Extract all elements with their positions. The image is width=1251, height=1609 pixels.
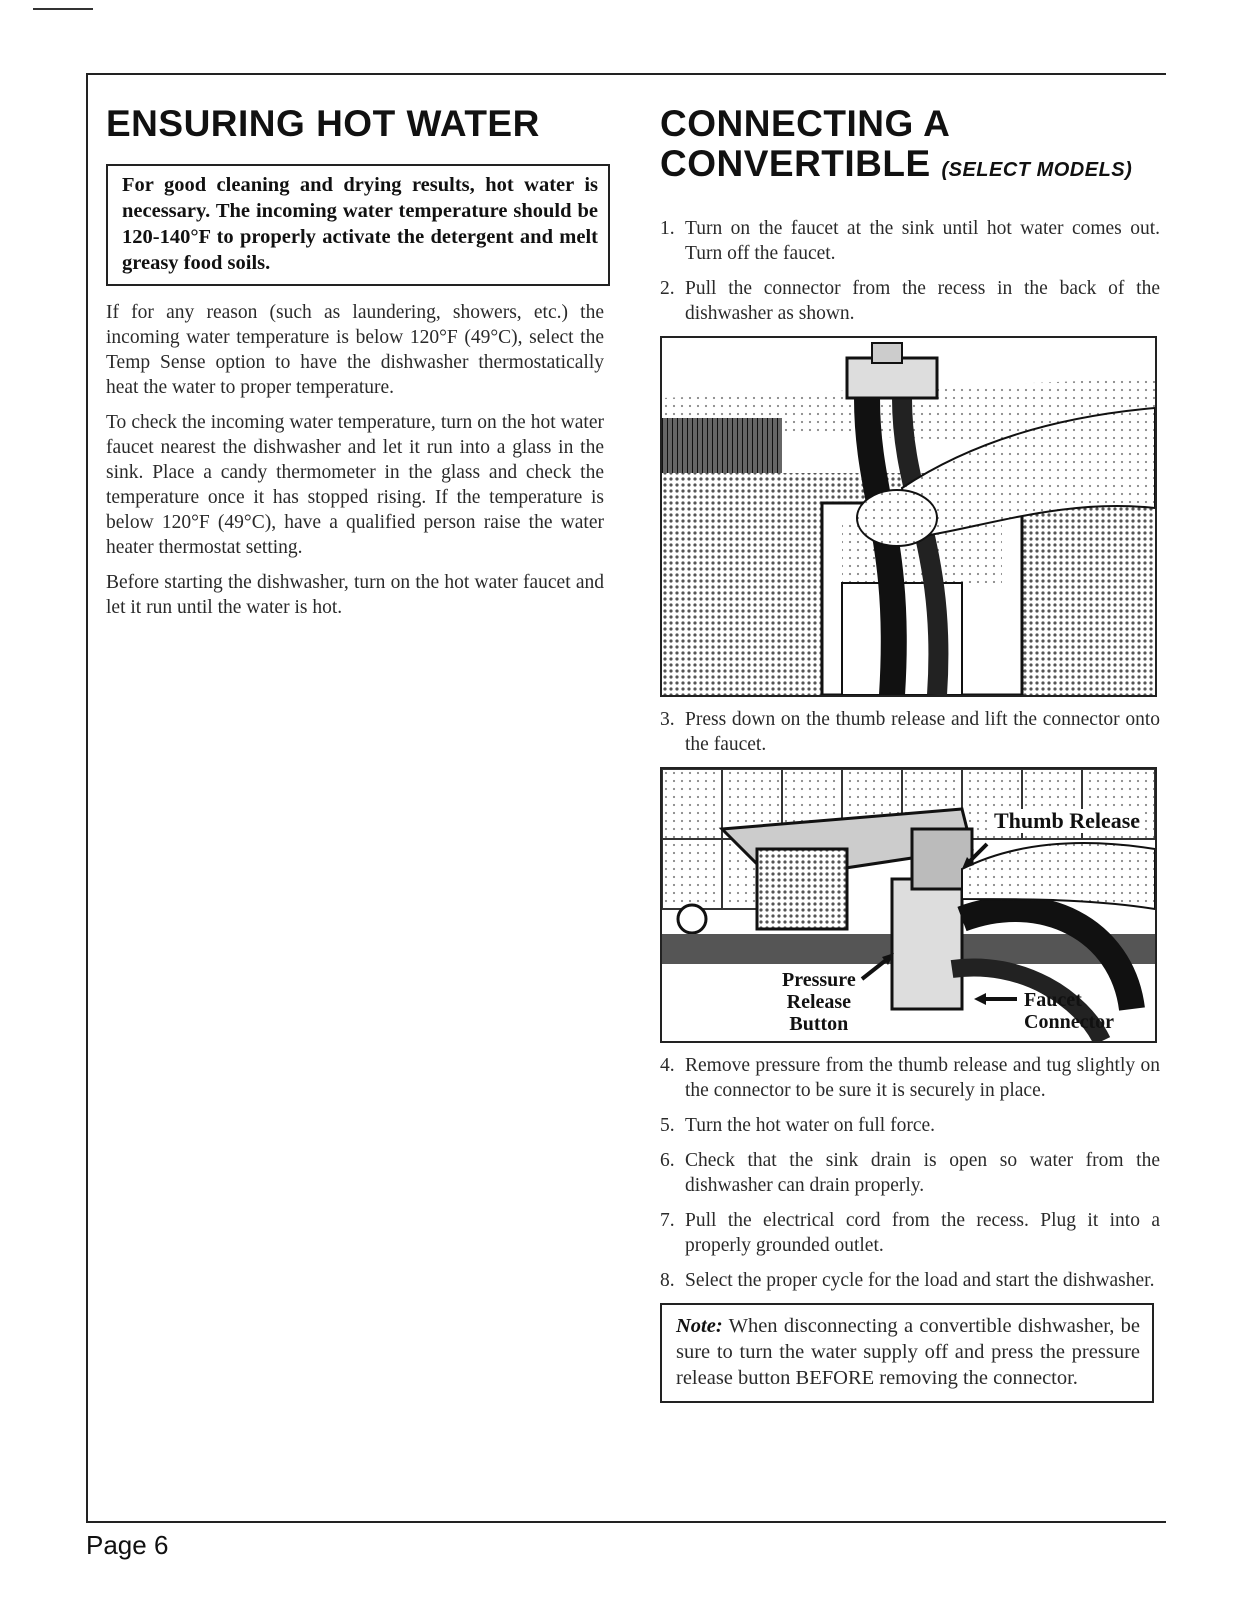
step-item (660, 1268, 1160, 1293)
step-text: Turn the hot water on full force. (685, 1115, 936, 1136)
step-item (660, 1208, 1160, 1258)
step-text: Turn on the faucet at the sink until hot water comes out. Turn off the faucet. (685, 218, 1160, 264)
hot-water-callout: For good cleaning and drying results, hot water is necessary. The incoming water temperature should be 120-140°F to properly activate the detergent and melt greasy food soils. (106, 164, 610, 286)
note-label: Note: (676, 1315, 723, 1337)
paragraph: To check the incoming water temperature, turn on the hot water faucet nearest the dishwasher and let it run into a glass in the sink. Place a candy thermometer in the glass and check the temperature once it has stopped rising. If the temperature is below 120°F (49°C), have a qualified person raise the water heater thermostat setting. (106, 412, 604, 558)
step-text: Pull the connector from the recess in the back of the dishwasher as shown. (685, 278, 1160, 324)
connector-recess-illustration (662, 338, 1155, 695)
step-item (660, 216, 1160, 266)
top-corner-mark (33, 8, 93, 10)
step-item (660, 707, 1160, 757)
left-rule (86, 73, 88, 1523)
step-text: Press down on the thumb release and lift the connector onto the faucet. (685, 709, 1160, 755)
step-text: Check that the sink drain is open so water from the dishwasher can drain properly. (685, 1150, 1160, 1196)
paragraph: If for any reason (such as laundering, showers, etc.) the incoming water temperature is below 120°F (49°C), select the Temp Sense option to have the dishwasher thermostatically heat the water to proper temperature. (106, 302, 604, 398)
step-text: Pull the electrical cord from the recess. Plug it into a properly grounded outlet. (685, 1210, 1160, 1256)
paragraph: Before starting the dishwasher, turn on the hot water faucet and let it run until the water is hot. (106, 572, 604, 618)
section-heading-convertible (660, 104, 1160, 190)
step-text: Select the proper cycle for the load and start the dishwasher. (685, 1270, 1155, 1291)
step-item (660, 1148, 1160, 1198)
bottom-rule (86, 1521, 1166, 1523)
heading-line-1: CONNECTING A (660, 103, 951, 144)
illustration-pull-connector (660, 336, 1157, 697)
step-number: 8. (660, 1270, 675, 1291)
step-number: 2. (660, 278, 675, 299)
top-rule (86, 73, 1166, 75)
step-number: 6. (660, 1150, 675, 1171)
label-pressure-release-button: Pressure Release Button (782, 969, 856, 1035)
note-text: When disconnecting a convertible dishwasher, be sure to turn the water supply off and press the pressure release button BEFORE removing the connector. (676, 1315, 1140, 1389)
heading-line-2: CONVERTIBLE (660, 143, 931, 184)
steps-list (660, 707, 1160, 757)
label-thumb-release: Thumb Release (994, 808, 1141, 833)
step-text: Remove pressure from the thumb release and tug slightly on the connector to be sure it is securely in place. (685, 1055, 1160, 1101)
step-number: 1. (660, 218, 675, 239)
label-faucet-connector: Faucet Connector (1024, 989, 1114, 1033)
step-item (660, 276, 1160, 326)
step-number: 5. (660, 1115, 675, 1136)
disconnect-note (660, 1303, 1154, 1403)
heading-select-models: (SELECT MODELS) (941, 159, 1133, 181)
steps-list (660, 216, 1160, 326)
page-number: Page 6 (86, 1530, 169, 1560)
steps-list (660, 1053, 1160, 1293)
step-number: 7. (660, 1210, 675, 1231)
step-number: 4. (660, 1055, 675, 1076)
step-item (660, 1053, 1160, 1103)
section-heading-hot-water: ENSURING HOT WATER (106, 103, 540, 144)
left-column (106, 104, 604, 620)
step-number: 3. (660, 709, 675, 730)
step-item (660, 1113, 1160, 1138)
illustration-connector-on-faucet (660, 767, 1157, 1043)
right-column (660, 104, 1160, 1403)
